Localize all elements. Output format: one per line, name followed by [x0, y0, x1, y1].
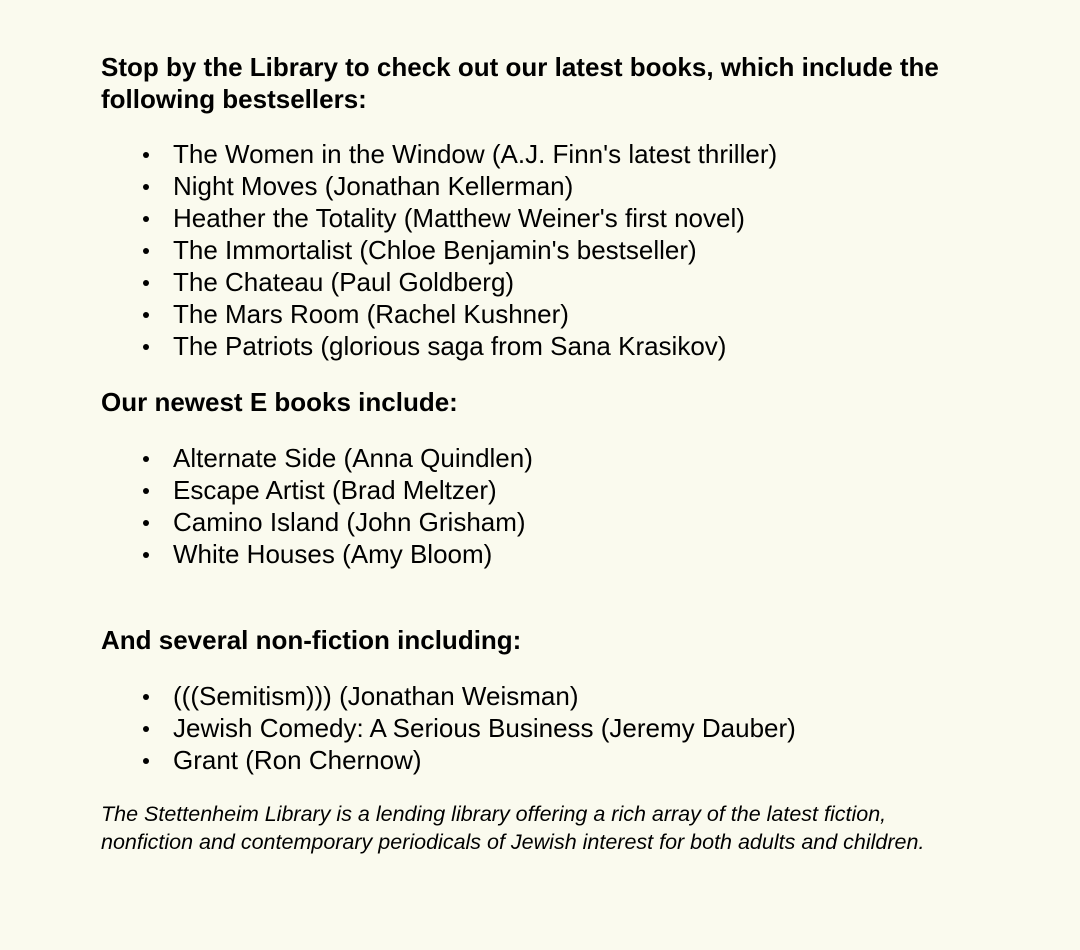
list-item: Camino Island (John Grisham) — [101, 506, 981, 538]
list-item: The Chateau (Paul Goldberg) — [101, 266, 981, 298]
nonfiction-list — [101, 680, 981, 776]
ebooks-list — [101, 442, 981, 570]
ebooks-heading: Our newest E books include: — [101, 387, 458, 417]
library-description: The Stettenheim Library is a lending library offering a rich array of the latest fiction, nonfiction and contemporary periodicals of Jewish interest for both adults and children. — [101, 802, 925, 854]
list-item: Grant (Ron Chernow) — [101, 744, 981, 776]
list-item: Heather the Totality (Matthew Weiner's first novel) — [101, 202, 981, 234]
list-item: (((Semitism))) (Jonathan Weisman) — [101, 680, 981, 712]
bestsellers-list — [101, 138, 981, 362]
list-item: The Women in the Window (A.J. Finn's latest thriller) — [101, 138, 981, 170]
library-announcement — [101, 51, 981, 878]
list-item: White Houses (Amy Bloom) — [101, 538, 981, 570]
bestsellers-heading: Stop by the Library to check out our latest books, which include the following bestsellers: — [101, 52, 939, 114]
list-item: The Mars Room (Rachel Kushner) — [101, 298, 981, 330]
list-item: The Patriots (glorious saga from Sana Krasikov) — [101, 330, 981, 362]
list-item: Escape Artist (Brad Meltzer) — [101, 474, 981, 506]
list-item: Alternate Side (Anna Quindlen) — [101, 442, 981, 474]
nonfiction-heading: And several non-fiction including: — [101, 625, 522, 655]
list-item: Night Moves (Jonathan Kellerman) — [101, 170, 981, 202]
list-item: The Immortalist (Chloe Benjamin's bestseller) — [101, 234, 981, 266]
list-item: Jewish Comedy: A Serious Business (Jeremy Dauber) — [101, 712, 981, 744]
